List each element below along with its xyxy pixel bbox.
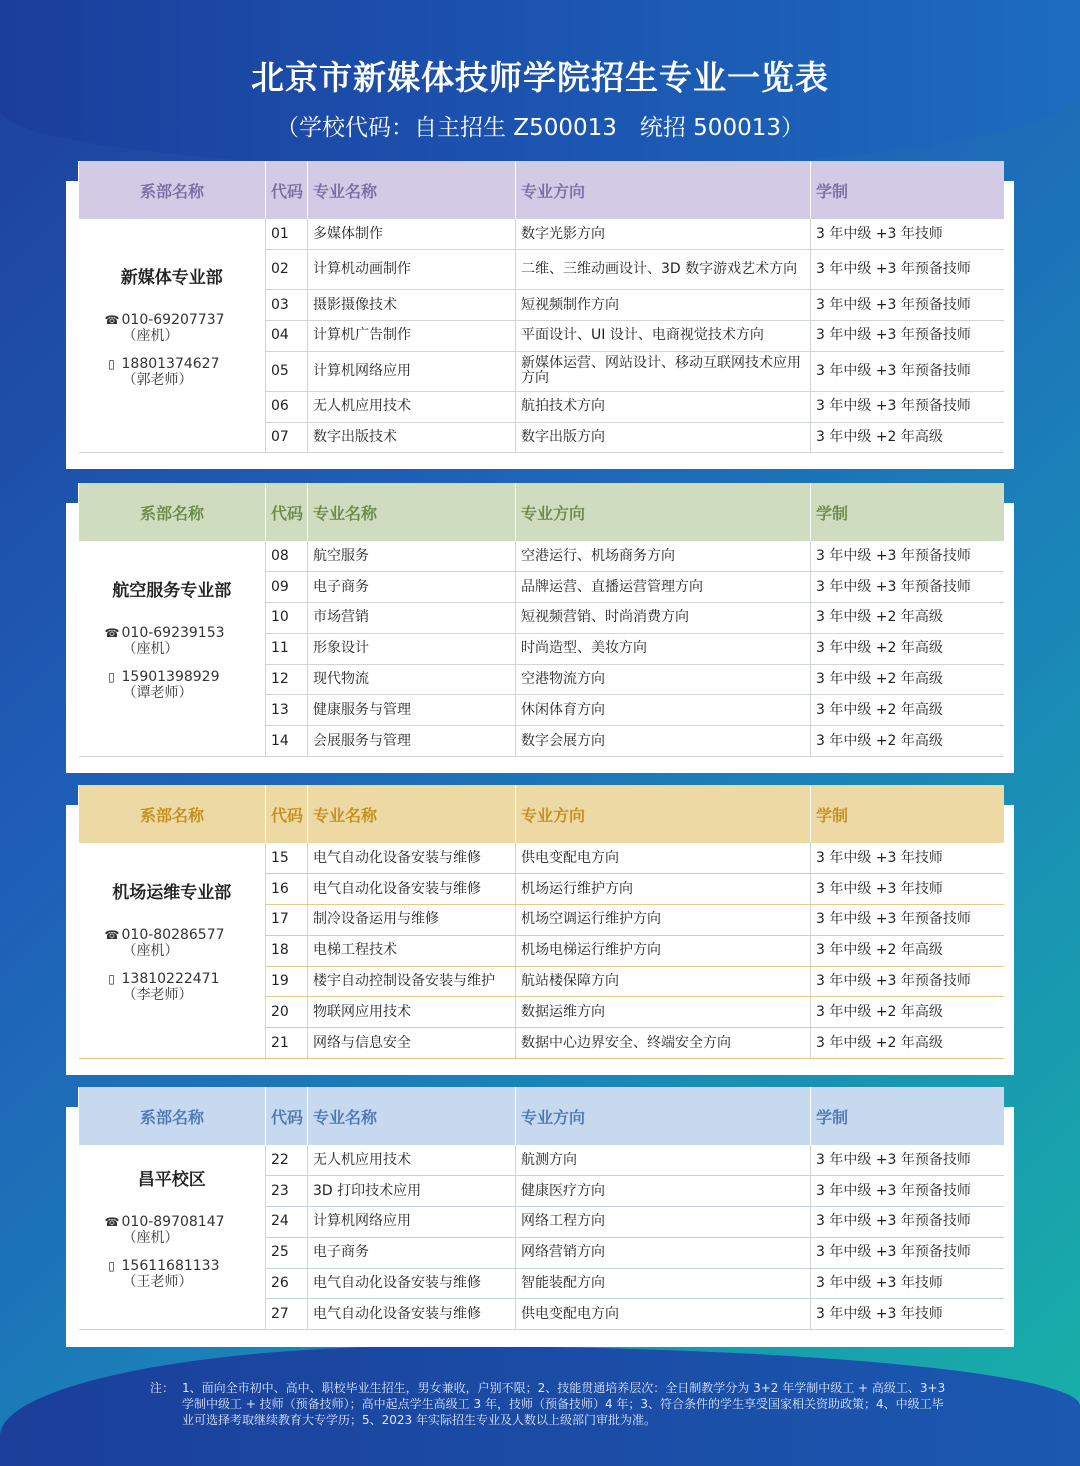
- cell-code: 04: [266, 321, 308, 352]
- table-header-row: [79, 785, 1004, 843]
- department-panel: [66, 181, 1014, 469]
- cell-length: 3 年中级 +3 年预备技师: [811, 541, 1004, 572]
- cell-length: 3 年中级 +3 年预备技师: [811, 1145, 1004, 1176]
- majors-table: [78, 161, 1004, 453]
- phone-icon: ☎: [104, 928, 120, 943]
- cell-direction: 数字出版方向: [516, 422, 811, 453]
- cell-major: 计算机动画制作: [308, 250, 516, 290]
- cell-major: 现代物流: [308, 664, 516, 695]
- cell-major: 数字出版技术: [308, 422, 516, 453]
- mobile-contact: [79, 971, 266, 1003]
- cell-length: 3 年中级 +2 年高级: [811, 695, 1004, 726]
- cell-code: 15: [266, 843, 308, 874]
- school-code: （学校代码：自主招生 Z500013 统招 500013）: [276, 115, 804, 141]
- cell-major: 电气自动化设备安装与维修: [308, 1268, 516, 1299]
- cell-length: 3 年中级 +2 年高级: [811, 664, 1004, 695]
- cell-major: 物联网应用技术: [308, 997, 516, 1028]
- department-panel: [66, 503, 1014, 773]
- cell-code: 12: [266, 664, 308, 695]
- cell-length: 3 年中级 +2 年高级: [811, 633, 1004, 664]
- cell-major: 3D 打印技术应用: [308, 1176, 516, 1207]
- cell-direction: 供电变配电方向: [516, 1299, 811, 1330]
- cell-major: 计算机广告制作: [308, 321, 516, 352]
- table-row: [79, 843, 1004, 874]
- cell-length: 3 年中级 +3 年预备技师: [811, 1176, 1004, 1207]
- cell-major: 计算机网络应用: [308, 351, 516, 391]
- cell-length: 3 年中级 +2 年高级: [811, 603, 1004, 634]
- cell-code: 13: [266, 695, 308, 726]
- cell-length: 3 年中级 +3 年预备技师: [811, 572, 1004, 603]
- cell-major: 航空服务: [308, 541, 516, 572]
- cell-direction: 网络营销方向: [516, 1237, 811, 1268]
- phone-note: （座机）: [122, 1229, 179, 1246]
- cell-length: 3 年中级 +3 年预备技师: [811, 966, 1004, 997]
- cell-code: 11: [266, 633, 308, 664]
- note-text: 1、面向全市初中、高中、职校毕业生招生，男女兼收，户别不限；2、技能贯通培养层次：全日制教学分为 3+2 年学制中级工 + 高级工、3+3 学制中级工 + 技师（预备技师）；高中起点学生高级工 3 年，技师（预备技师）4 年；3、符合条件的学生享受国家相关资助政策；4、中级工毕业可选择考取继续教育大专学历；5、2023 年实际招生专业及人数以上级部门审批为准。: [182, 1381, 946, 1427]
- cell-code: 05: [266, 351, 308, 391]
- cell-major: 会展服务与管理: [308, 726, 516, 757]
- header-direction: 专业方向: [516, 1087, 811, 1145]
- cell-direction: 机场空调运行维护方向: [516, 905, 811, 936]
- cell-major: 无人机应用技术: [308, 1145, 516, 1176]
- cell-major: 无人机应用技术: [308, 391, 516, 422]
- cell-major: 电梯工程技术: [308, 935, 516, 966]
- cell-code: 01: [266, 219, 308, 250]
- footnote: [150, 1380, 950, 1428]
- header-direction: 专业方向: [516, 785, 811, 843]
- mobile-icon: ▯: [108, 357, 115, 372]
- cell-code: 02: [266, 250, 308, 290]
- cell-code: 19: [266, 966, 308, 997]
- table-header-row: [79, 483, 1004, 541]
- department-name: 航空服务专业部: [112, 581, 232, 602]
- header-dept: 系部名称: [79, 785, 266, 843]
- mobile-note: （王老师）: [122, 1273, 193, 1290]
- header-code: 代码: [266, 1087, 308, 1145]
- phone-icon: ☎: [104, 626, 120, 641]
- cell-length: 3 年中级 +3 年技师: [811, 874, 1004, 905]
- cell-length: 3 年中级 +3 年技师: [811, 1299, 1004, 1330]
- header-major: 专业名称: [308, 483, 516, 541]
- cell-code: 06: [266, 391, 308, 422]
- cell-length: 3 年中级 +2 年高级: [811, 997, 1004, 1028]
- cell-length: 3 年中级 +2 年高级: [811, 1028, 1004, 1059]
- cell-direction: 数据中心边界安全、终端安全方向: [516, 1028, 811, 1059]
- mobile-note: （谭老师）: [122, 685, 193, 702]
- cell-code: 22: [266, 1145, 308, 1176]
- header-major: 专业名称: [308, 785, 516, 843]
- mobile-icon: ▯: [108, 670, 115, 685]
- cell-major: 计算机网络应用: [308, 1207, 516, 1238]
- department-name: 机场运维专业部: [112, 883, 232, 904]
- cell-major: 健康服务与管理: [308, 695, 516, 726]
- cell-major: 形象设计: [308, 633, 516, 664]
- header-direction: 专业方向: [516, 483, 811, 541]
- phone-number: 010-69207737: [121, 312, 225, 329]
- cell-direction: 航拍技术方向: [516, 391, 811, 422]
- mobile-number: 13810222471: [121, 971, 220, 988]
- cell-code: 10: [266, 603, 308, 634]
- phone-note: （座机）: [122, 328, 179, 345]
- mobile-number: 15611681133: [121, 1257, 220, 1274]
- cell-direction: 健康医疗方向: [516, 1176, 811, 1207]
- cell-code: 25: [266, 1237, 308, 1268]
- table-row: [79, 219, 1004, 250]
- table-row: [79, 1145, 1004, 1176]
- phone-contact: [79, 927, 266, 959]
- cell-direction: 新媒体运营、网站设计、移动互联网技术应用方向: [516, 351, 811, 391]
- cell-length: 3 年中级 +3 年预备技师: [811, 321, 1004, 352]
- cell-direction: 供电变配电方向: [516, 843, 811, 874]
- mobile-contact: [79, 669, 266, 701]
- note-label: 注：: [150, 1381, 175, 1395]
- header-dept: 系部名称: [79, 483, 266, 541]
- cell-major: 摄影摄像技术: [308, 290, 516, 321]
- department-info: [79, 541, 266, 757]
- cell-length: 3 年中级 +2 年高级: [811, 422, 1004, 453]
- cell-direction: 短视频营销、时尚消费方向: [516, 603, 811, 634]
- cell-direction: 平面设计、UI 设计、电商视觉技术方向: [516, 321, 811, 352]
- cell-length: 3 年中级 +3 年预备技师: [811, 1237, 1004, 1268]
- cell-direction: 数据运维方向: [516, 997, 811, 1028]
- department-panel: [66, 805, 1014, 1075]
- cell-direction: 航测方向: [516, 1145, 811, 1176]
- header-length: 学制: [811, 1087, 1004, 1145]
- cell-direction: 时尚造型、美妆方向: [516, 633, 811, 664]
- cell-major: 网络与信息安全: [308, 1028, 516, 1059]
- phone-number: 010-69239153: [121, 625, 225, 642]
- cell-direction: 智能装配方向: [516, 1268, 811, 1299]
- cell-direction: 航站楼保障方向: [516, 966, 811, 997]
- cell-code: 07: [266, 422, 308, 453]
- cell-major: 电气自动化设备安装与维修: [308, 874, 516, 905]
- phone-number: 010-89708147: [121, 1213, 225, 1230]
- cell-code: 20: [266, 997, 308, 1028]
- header-length: 学制: [811, 161, 1004, 219]
- department-info: [79, 1145, 266, 1330]
- cell-major: 电气自动化设备安装与维修: [308, 1299, 516, 1330]
- phone-contact: [79, 1214, 266, 1246]
- cell-major: 电子商务: [308, 1237, 516, 1268]
- majors-table: [78, 483, 1004, 757]
- header-major: 专业名称: [308, 161, 516, 219]
- cell-code: 09: [266, 572, 308, 603]
- cell-code: 23: [266, 1176, 308, 1207]
- cell-direction: 品牌运营、直播运营管理方向: [516, 572, 811, 603]
- department-panel: [66, 1107, 1014, 1347]
- phone-note: （座机）: [122, 641, 179, 658]
- cell-code: 08: [266, 541, 308, 572]
- phone-number: 010-80286577: [121, 927, 225, 944]
- cell-major: 市场营销: [308, 603, 516, 634]
- header-length: 学制: [811, 483, 1004, 541]
- table-header-row: [79, 1087, 1004, 1145]
- cell-direction: 机场电梯运行维护方向: [516, 935, 811, 966]
- header-dept: 系部名称: [79, 1087, 266, 1145]
- majors-table: [78, 1087, 1004, 1330]
- mobile-icon: ▯: [108, 1258, 115, 1273]
- cell-direction: 二维、三维动画设计、3D 数字游戏艺术方向: [516, 250, 811, 290]
- cell-code: 24: [266, 1207, 308, 1238]
- cell-length: 3 年中级 +2 年高级: [811, 935, 1004, 966]
- cell-code: 16: [266, 874, 308, 905]
- mobile-note: （李老师）: [122, 987, 193, 1004]
- phone-icon: ☎: [104, 313, 120, 328]
- cell-direction: 机场运行维护方向: [516, 874, 811, 905]
- cell-code: 17: [266, 905, 308, 936]
- department-info: [79, 843, 266, 1059]
- phone-contact: [79, 625, 266, 657]
- cell-code: 27: [266, 1299, 308, 1330]
- header-code: 代码: [266, 483, 308, 541]
- cell-major: 多媒体制作: [308, 219, 516, 250]
- cell-length: 3 年中级 +3 年预备技师: [811, 391, 1004, 422]
- header-length: 学制: [811, 785, 1004, 843]
- header-direction: 专业方向: [516, 161, 811, 219]
- cell-code: 21: [266, 1028, 308, 1059]
- phone-contact: [79, 312, 266, 344]
- department-name: 昌平校区: [137, 1169, 206, 1190]
- department-info: [79, 219, 266, 453]
- cell-length: 3 年中级 +3 年预备技师: [811, 1207, 1004, 1238]
- cell-code: 18: [266, 935, 308, 966]
- mobile-number: 15901398929: [121, 669, 220, 686]
- cell-length: 3 年中级 +2 年高级: [811, 726, 1004, 757]
- table-header-row: [79, 161, 1004, 219]
- cell-length: 3 年中级 +3 年预备技师: [811, 290, 1004, 321]
- cell-length: 3 年中级 +3 年预备技师: [811, 905, 1004, 936]
- header-major: 专业名称: [308, 1087, 516, 1145]
- cell-direction: 空港物流方向: [516, 664, 811, 695]
- cell-direction: 短视频制作方向: [516, 290, 811, 321]
- mobile-note: （郭老师）: [122, 372, 193, 389]
- header-dept: 系部名称: [79, 161, 266, 219]
- cell-length: 3 年中级 +3 年技师: [811, 843, 1004, 874]
- phone-note: （座机）: [122, 943, 179, 960]
- cell-direction: 空港运行、机场商务方向: [516, 541, 811, 572]
- table-row: [79, 541, 1004, 572]
- cell-direction: 数字光影方向: [516, 219, 811, 250]
- cell-major: 楼宇自动控制设备安装与维护: [308, 966, 516, 997]
- cell-direction: 数字会展方向: [516, 726, 811, 757]
- cell-direction: 网络工程方向: [516, 1207, 811, 1238]
- header-code: 代码: [266, 161, 308, 219]
- cell-direction: 休闲体育方向: [516, 695, 811, 726]
- cell-major: 电气自动化设备安装与维修: [308, 843, 516, 874]
- mobile-contact: [79, 356, 266, 388]
- cell-code: 26: [266, 1268, 308, 1299]
- mobile-icon: ▯: [108, 972, 115, 987]
- cell-length: 3 年中级 +3 年预备技师: [811, 250, 1004, 290]
- cell-major: 电子商务: [308, 572, 516, 603]
- page-header: [0, 52, 1080, 142]
- phone-icon: ☎: [104, 1214, 120, 1229]
- cell-length: 3 年中级 +3 年技师: [811, 1268, 1004, 1299]
- cell-code: 03: [266, 290, 308, 321]
- header-code: 代码: [266, 785, 308, 843]
- page-title: 北京市新媒体技师学院招生专业一览表: [251, 58, 829, 97]
- cell-major: 制冷设备运用与维修: [308, 905, 516, 936]
- cell-code: 14: [266, 726, 308, 757]
- mobile-number: 18801374627: [121, 356, 220, 373]
- department-name: 新媒体专业部: [120, 268, 223, 289]
- cell-length: 3 年中级 +3 年技师: [811, 219, 1004, 250]
- majors-table: [78, 785, 1004, 1059]
- mobile-contact: [79, 1258, 266, 1290]
- cell-length: 3 年中级 +3 年预备技师: [811, 351, 1004, 391]
